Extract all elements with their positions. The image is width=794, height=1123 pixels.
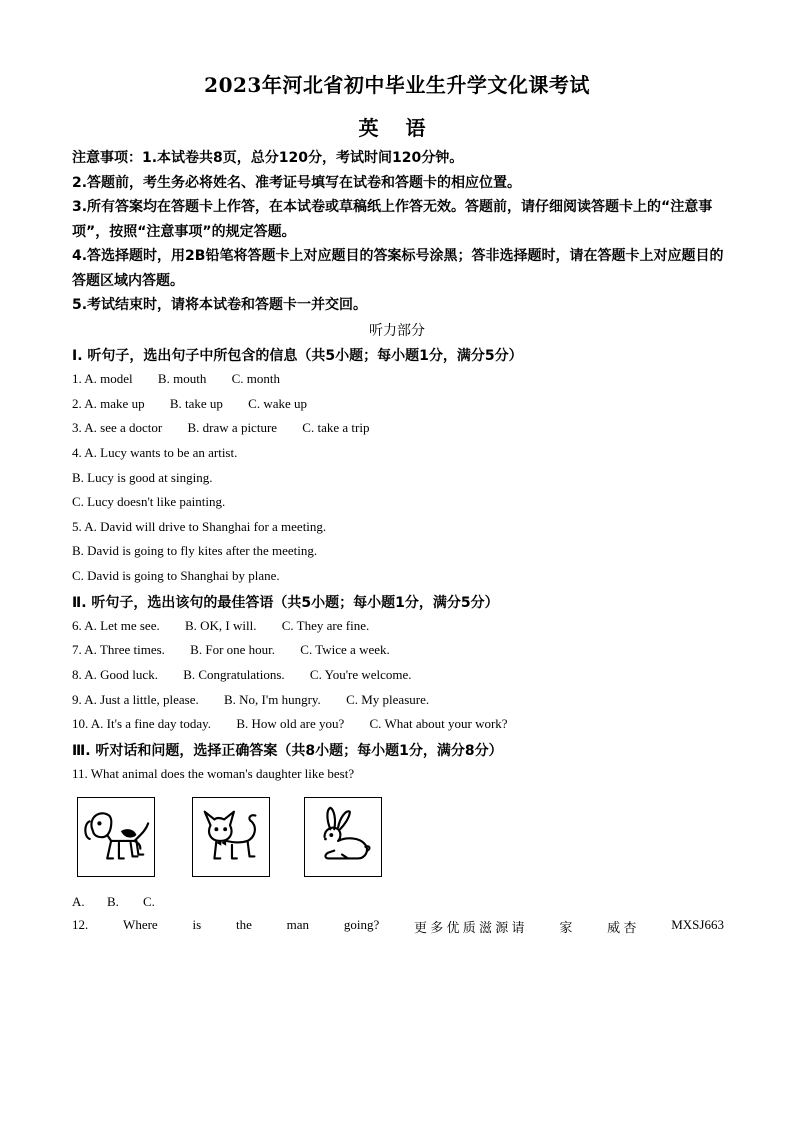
q6-option-b: B. OK, I will.	[184, 618, 257, 633]
q10-option-c: C. What about your work?	[369, 716, 508, 731]
note-5: 5.考试结束时，请将本试卷和答题卡一并交回。	[72, 297, 368, 313]
q10-option-a: 10. A. It's a fine day today.	[72, 716, 212, 731]
note-2: 2.答题前，考生务必将姓名、准考证号填写在试卷和答题卡的相应位置。	[72, 174, 522, 191]
subject-title: 英 语	[358, 116, 436, 140]
exam-notes	[72, 146, 724, 318]
q2-option-b: B. take up	[169, 396, 223, 411]
picture-a	[77, 797, 155, 877]
q4-option-a: 4. A. Lucy wants to be an artist.	[72, 445, 238, 460]
q2-option-c: C. wake up	[248, 396, 308, 411]
q12-word: Where	[123, 917, 158, 932]
q3-option-b: B. draw a picture	[187, 420, 278, 435]
picture-c	[304, 797, 382, 877]
note-1: 注意事项：1.本试卷共8页，总分120分，考试时间120分钟。	[72, 150, 464, 166]
q2-option-a: 2. A. make up	[72, 396, 145, 411]
q7-option-b: B. For one hour.	[190, 642, 276, 657]
q5-option-a: 5. A. David will drive to Shanghai for a meeting.	[72, 519, 327, 534]
q12-word: is	[192, 917, 202, 932]
question-7	[72, 642, 390, 658]
q4-option-b: B. Lucy is good at singing.	[72, 470, 213, 485]
cat-icon	[193, 798, 269, 876]
q12-word: 12.	[72, 917, 89, 932]
section-2-heading: Ⅱ. 听句子，选出该句的最佳答语（共5小题；每小题1分，满分5分）	[72, 595, 499, 611]
note-4: 4.答选择题时，用2B铅笔将答题卡上对应题目的答案标号涂黑；答非选择题时，请在答题卡上对应题目的答题区域内答题。	[72, 248, 724, 289]
q1-option-c: C. month	[231, 371, 280, 386]
question-2	[72, 396, 307, 412]
q11-option-a: A.	[72, 894, 85, 909]
exam-title: 2023年河北省初中毕业生升学文化课考试	[204, 73, 590, 97]
q12-code: MXSJ663	[671, 917, 724, 932]
q7-option-a: 7. A. Three times.	[72, 642, 165, 657]
question-6	[72, 618, 369, 634]
q12-word: the	[235, 917, 252, 932]
q1-option-b: B. mouth	[157, 371, 207, 386]
q9-option-c: C. My pleasure.	[346, 692, 430, 707]
q9-option-a: 9. A. Just a little, please.	[72, 692, 199, 707]
q5-option-c: C. David is going to Shanghai by plane.	[72, 568, 280, 583]
question-9	[72, 692, 429, 708]
q12-watermark-text: 家	[559, 920, 573, 935]
q3-option-c: C. take a trip	[302, 420, 370, 435]
q7-option-c: C. Twice a week.	[300, 642, 390, 657]
q8-option-b: B. Congratulations.	[183, 667, 285, 682]
q3-option-a: 3. A. see a doctor	[72, 420, 163, 435]
q6-option-c: C. They are fine.	[281, 618, 370, 633]
q11-option-c: C.	[143, 894, 155, 909]
q5-option-b: B. David is going to fly kites after the meeting.	[72, 543, 318, 558]
section-3-heading: Ⅲ. 听对话和问题，选择正确答案（共8小题；每小题1分，满分8分）	[72, 743, 503, 759]
q8-option-c: C. You're welcome.	[309, 667, 412, 682]
q10-option-b: B. How old are you?	[236, 716, 345, 731]
question-11: 11. What animal does the woman's daughter like best?	[72, 766, 355, 781]
q12-watermark-text: 威 杏	[607, 920, 637, 935]
question-8	[72, 667, 412, 683]
question-1	[72, 371, 280, 387]
picture-b	[192, 797, 270, 877]
q8-option-a: 8. A. Good luck.	[72, 667, 158, 682]
dog-icon	[78, 798, 154, 876]
question-12	[72, 917, 724, 936]
listening-heading: 听力部分	[369, 323, 425, 339]
note-3: 3.所有答案均在答题卡上作答，在本试卷或草稿纸上作答无效。答题前，请仔细阅读答题卡上的“注意事项”，按照“注意事项”的规定答题。	[72, 199, 713, 240]
question-10	[72, 716, 508, 732]
q4-option-c: C. Lucy doesn't like painting.	[72, 494, 226, 509]
section-1-heading: Ⅰ. 听句子，选出句子中所包含的信息（共5小题；每小题1分，满分5分）	[72, 348, 523, 364]
question-3	[72, 420, 369, 436]
q12-watermark-text: 更 多 优 质 滋 源 请	[414, 920, 525, 935]
q12-word: man	[286, 917, 310, 932]
q1-option-a: 1. A. model	[72, 371, 133, 386]
q9-option-b: B. No, I'm hungry.	[223, 692, 321, 707]
q12-word: going?	[343, 917, 380, 932]
rabbit-icon	[305, 798, 381, 876]
q11-option-b: B.	[107, 894, 119, 909]
q6-option-a: 6. A. Let me see.	[72, 618, 160, 633]
